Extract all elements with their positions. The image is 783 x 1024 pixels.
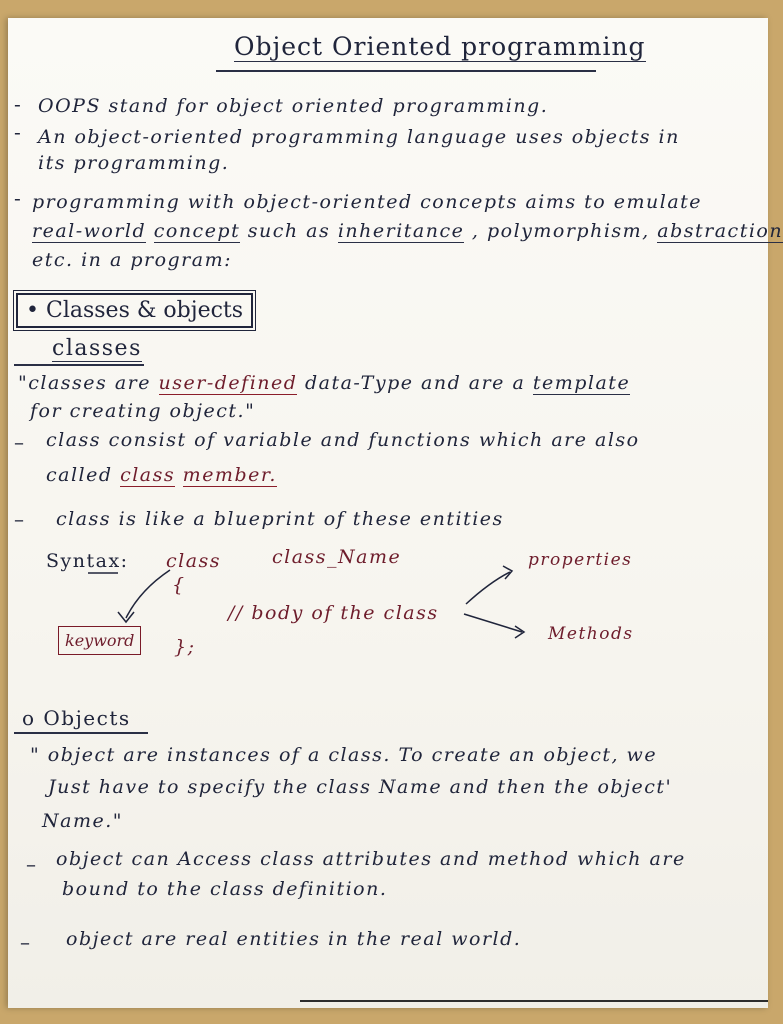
term-inheritance: inheritance [337,220,465,242]
objects-point-1b: bound to the class definition. [62,878,388,900]
bullet-dash: – [26,852,36,876]
open-brace: { [172,574,186,596]
label-properties: properties [528,550,633,570]
keyword-box: keyword [58,626,141,655]
intro-line-3c: etc. in a program: [32,249,232,271]
quote-part: data-Type and are a [297,372,533,394]
syntax-label: Syntax: [46,550,129,572]
close-brace: }; [174,636,196,658]
term-class: class [120,464,176,486]
objects-point-2: object are real entities in the real world. [66,928,522,950]
classes-point-1a: class consist of variable and functions which are also [46,429,640,451]
bullet-dash: - [14,120,21,144]
bullet-circle: o [22,706,36,730]
intro-line-2a: An object-oriented programming language uses objects in [38,126,680,148]
bullet-dash: – [14,507,24,531]
arrow-to-keyword [126,570,170,618]
objects-quote-c: Name." [42,810,123,832]
term-user-defined: user-defined [158,372,298,394]
text-such-as: such as [247,220,331,242]
syntax-class-keyword: class [166,550,222,572]
section-heading: Classes & objects [45,298,244,323]
classes-heading-text: classes [52,336,142,361]
bullet-dot: • [26,298,39,323]
arrow-to-properties [466,572,510,604]
objects-point-1a: object can Access class attributes and method which are [56,848,686,870]
objects-heading [22,708,131,728]
term-member: member. [182,464,277,486]
bullet-dash: – [20,930,30,954]
term-polymorphism: , polymorphism, [471,220,650,242]
objects-heading-underline [14,732,148,734]
term-real-world: real-world [32,220,147,242]
term-template: template [532,372,631,394]
bullet-dash: - [14,92,21,116]
text-called: called [46,464,113,486]
page-bottom-edge [300,1000,768,1002]
label-methods: Methods [548,624,634,644]
intro-line-1: OOPS stand for object oriented programming. [38,95,549,117]
classes-point-2: class is like a blueprint of these entities [56,508,504,530]
objects-quote-b: Just have to specify the class Name and then the object' [48,776,673,798]
objects-quote-a: " object are instances of a class. To create an object, we [30,744,658,766]
term-abstraction: abstraction [657,220,783,242]
classes-quote-b: for creating object." [30,400,256,422]
bullet-dash: - [14,186,21,210]
intro-line-2b: its programming. [38,152,230,174]
syntax-class-name: class_Name [272,546,402,568]
term-concept: concept [153,220,241,242]
body-comment: // body of the class [228,602,439,624]
intro-line-3a: programming with object-oriented concepts aims to emulate [32,191,703,213]
arrow-to-methods [464,614,522,632]
quote-part: "classes are [18,372,159,394]
objects-heading-text: Objects [43,706,131,730]
page-title-text: Object Oriented programming [234,32,646,61]
bullet-dash: – [14,430,24,454]
